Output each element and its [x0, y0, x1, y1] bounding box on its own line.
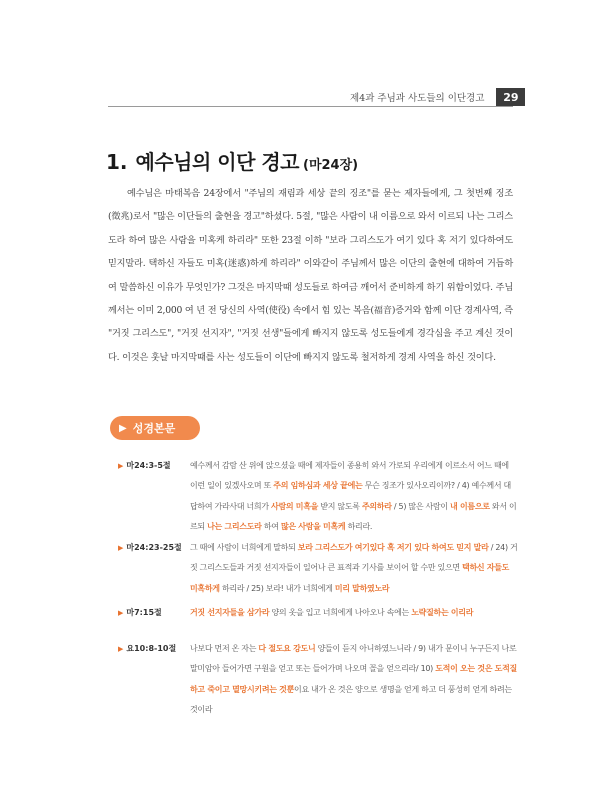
verse-segment: 양들이 듣지 아니하였느니라 / 9) 내가 문이니 누구든지 나로 말미암아 들어가면 구원을 얻고 또는 들어가며 나오며 꼴을 얻으리라/ 10) [190, 644, 517, 674]
verse-segment: 받지 않도록 [318, 501, 362, 511]
verse-highlight: 보라 그리스도가 여기있다 혹 저기 있다 하여도 믿지 말라 [297, 543, 489, 552]
verse-segment: / 5) 많은 사람이 [391, 501, 451, 511]
verse-block [118, 639, 518, 720]
verse-reference [118, 639, 190, 720]
verse-text [190, 538, 518, 599]
bullet-triangle-icon: ▶ [118, 645, 124, 653]
verse-segment: 예수께서 감람 산 위에 앉으셨을 때에 제자들이 종용히 와서 가로되 우리에게 이르소서 어느 때에 이런 일이 있겠사오며 또 [190, 461, 509, 491]
verse-highlight: 내 이름으로 [450, 501, 490, 511]
verse-block [118, 603, 518, 623]
verse-segment: 하리라. [345, 521, 373, 531]
verse-reference [118, 456, 190, 537]
verse-highlight: 다 절도요 강도니 [258, 644, 316, 653]
verse-reference-label: 마7:15절 [126, 608, 162, 617]
verse-segment: 와서 이르되 [190, 501, 517, 531]
verse-segment: 하리라 / 25) 보라! 내가 너희에게 [219, 583, 335, 593]
running-header-title: 제4과 주님과 사도들의 이단경고 [350, 93, 485, 104]
verse-reference-label: 요10:8-10절 [126, 644, 177, 653]
verse-highlight: 나는 그리스도라 [207, 521, 262, 531]
verse-highlight: 택하신 자들도 미혹하게 [190, 563, 510, 593]
chapter-heading [106, 146, 358, 175]
verse-segment: 그 때에 사람이 너희에게 말하되 [190, 543, 298, 552]
verse-segment: / 24) 거짓 그리스도들과 거짓 선지자들이 일어나 큰 표적과 기사를 보이어 할 수만 있으면 [190, 543, 518, 573]
running-header [350, 88, 525, 106]
verse-reference-label: 마24:3-5절 [126, 461, 171, 470]
verse-highlight: 많은 사람을 미혹케 [280, 521, 346, 531]
scripture-label: 성경본문 [132, 422, 176, 435]
verse-text [190, 456, 518, 537]
verse-block [118, 538, 518, 599]
verse-text [190, 639, 518, 720]
verse-highlight: 주의하라 [361, 501, 392, 511]
verse-segment: 무슨 징조가 있사오리이까? / 4) 예수께서 대답하여 가라사대 너희가 [190, 481, 511, 511]
page-number-badge: 29 [496, 88, 525, 106]
verse-highlight: 노략질하는 이리라 [411, 608, 474, 617]
verse-segment: 나보다 먼저 온 자는 [190, 644, 259, 653]
verse-reference [118, 603, 190, 623]
chapter-title: 예수님의 이단 경고 [135, 150, 300, 174]
verse-segment: 양의 옷을 입고 너희에게 나아오나 속에는 [269, 608, 412, 617]
body-paragraph: 예수님은 마태복음 24장에서 "주님의 재림과 세상 끝의 징조"를 묻는 제자들에게, 그 첫번째 징조(徵兆)로서 "많은 이단들의 출현을 경고"하셨다. 5절, "많은 사람이 내 이름으로 와서 이르되 나는 그리스도라 하여 많은 사람을 미혹케 하리라" 또한 23절 이하 "보라 그리스도가 여기 있다 혹 저기 있다하여도 믿지말라. 택하신 자들도 미혹(迷惑)하게 하리라" 이와같이 주님께서 많은 이단의 출현에 대하여 거듭하여 말씀하신 이유가 무엇인가? 그것은 마지막때 성도들로 하여금 깨어서 준비하게 하기 위함이었다. 주님께서는 이미 2,000 여 년 전 당신의 사역(使役) 속에서 힘 있는 복음(福音)증거와 함께 이단 경계사역, 즉 "거짓 그리스도", "거짓 선지자", "거짓 선생"들에게 빠지지 않도록 성도들에게 경각심을 주고 계신 것이다. 이것은 훗날 마지막때를 사는 성도들이 이단에 빠지지 않도록 철저하게 경계 사역을 하신 것이다. [108, 188, 513, 363]
verse-highlight: 미리 말하였노라 [334, 583, 390, 593]
verse-block [118, 456, 518, 537]
verse-highlight: 사람의 미혹을 [271, 501, 319, 511]
verse-highlight: 도적이 오는 것은 도적질하고 죽이고 멸망시키려는 것뿐 [190, 664, 517, 694]
bullet-triangle-icon: ▶ [118, 544, 124, 552]
chapter-subtitle: (마24장) [303, 158, 359, 173]
scripture-label-badge [110, 416, 200, 440]
verse-segment: 하여 [261, 521, 281, 531]
verse-reference-label: 마24:23-25절 [126, 543, 182, 552]
verse-highlight: 주의 임하심과 세상 끝에는 [273, 481, 363, 491]
verse-segment: 이요 내가 온 것은 양으로 생명을 얻게 하고 더 풍성히 얻게 하려는 것이라 [190, 684, 512, 714]
verse-reference [118, 538, 190, 599]
verse-highlight: 거짓 선지자들을 삼가라 [190, 608, 270, 617]
bullet-triangle-icon: ▶ [118, 462, 124, 470]
header-divider [108, 106, 513, 107]
bullet-triangle-icon: ▶ [118, 609, 124, 617]
chapter-number: 1. [106, 150, 128, 174]
verse-text [190, 603, 518, 623]
play-triangle-icon: ▶ [119, 422, 127, 434]
